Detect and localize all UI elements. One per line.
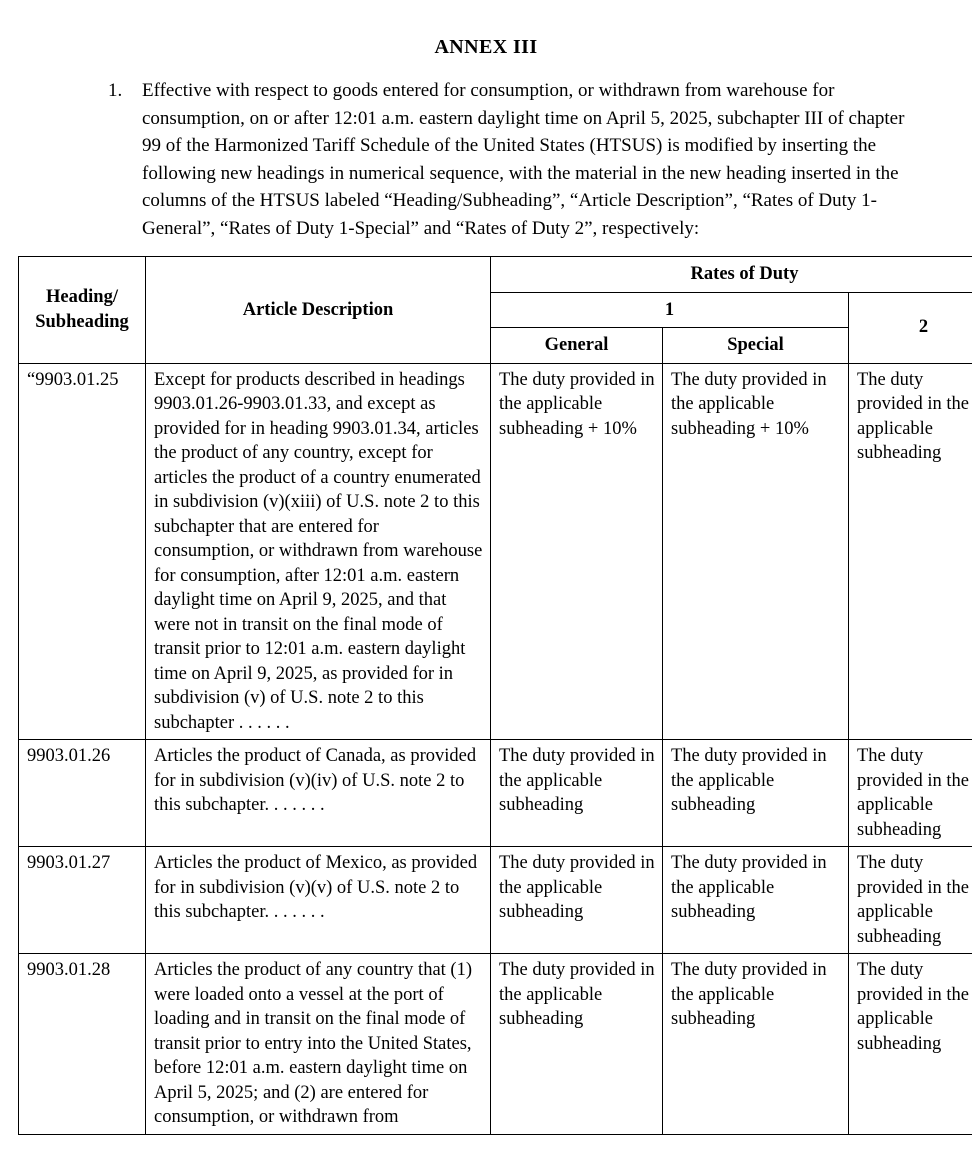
column-header-heading-subheading xyxy=(19,257,146,364)
cell-heading: 9903.01.28 xyxy=(19,954,146,1135)
page-title: ANNEX III xyxy=(434,36,538,58)
cell-rate-2: The duty provided in the applicable subheading xyxy=(849,740,972,847)
cell-rate-2: The duty provided in the applicable subheading xyxy=(849,847,972,954)
column-header-heading-line2: Subheading xyxy=(35,311,129,332)
cell-article-description: Except for products described in headings 9903.01.26-9903.01.33, and except as provided for in heading 9903.01.34, articles the product of any country, except for articles the product of a country enumerated in subdivision (v)(xiii) of U.S. note 2 to this subchapter that are entered for consumption, or withdrawn from warehouse for consumption, after 12:01 a.m. eastern daylight time on April 9, 2025, and that were not in transit on the final mode of transit prior to 12:01 a.m. eastern daylight time on April 9, 2025, as provided for in subdivision (v) of U.S. note 2 to this subchapter . . . . . . xyxy=(146,363,491,740)
cell-heading: 9903.01.27 xyxy=(19,847,146,954)
cell-heading: 9903.01.26 xyxy=(19,740,146,847)
column-header-rates-2: 2 xyxy=(849,292,972,363)
column-header-special: Special xyxy=(663,328,849,364)
column-header-heading-line1: Heading/ xyxy=(46,287,118,308)
paragraph-1 xyxy=(18,77,954,242)
table-header-row-1 xyxy=(19,257,972,293)
cell-article-description: Articles the product of Canada, as provided for in subdivision (v)(iv) of U.S. note 2 to this subchapter. . . . . . . xyxy=(146,740,491,847)
cell-rate-special: The duty provided in the applicable subheading xyxy=(663,847,849,954)
cell-rate-2: The duty provided in the applicable subheading xyxy=(849,954,972,1135)
table-row xyxy=(19,363,972,740)
table-row xyxy=(19,740,972,847)
table-row xyxy=(19,954,972,1135)
htsus-table xyxy=(18,256,972,1135)
paragraph-number: 1. xyxy=(108,80,123,101)
cell-rate-special: The duty provided in the applicable subheading xyxy=(663,740,849,847)
cell-article-description: Articles the product of Mexico, as provided for in subdivision (v)(v) of U.S. note 2 to this subchapter. . . . . . . xyxy=(146,847,491,954)
cell-rate-general: The duty provided in the applicable subheading xyxy=(491,847,663,954)
cell-heading: “9903.01.25 xyxy=(19,363,146,740)
table-body xyxy=(19,363,972,1134)
cell-rate-general: The duty provided in the applicable subheading + 10% xyxy=(491,363,663,740)
cell-rate-general: The duty provided in the applicable subheading xyxy=(491,740,663,847)
table-header xyxy=(19,257,972,364)
cell-rate-general: The duty provided in the applicable subheading xyxy=(491,954,663,1135)
paragraph-text: Effective with respect to goods entered for consumption, or withdrawn from warehouse for consumption, on or after 12:01 a.m. eastern daylight time on April 5, 2025, subchapter III of chapter 99 of the Harmonized Tariff Schedule of the United States (HTSUS) is modified by inserting the following new headings in numerical sequence, with the material in the new heading inserted in the columns of the HTSUS labeled “Heading/Subheading”, “Article Description”, “Rates of Duty 1-General”, “Rates of Duty 1-Special” and “Rates of Duty 2”, respectively: xyxy=(142,80,905,239)
cell-rate-special: The duty provided in the applicable subheading + 10% xyxy=(663,363,849,740)
column-header-rates-1: 1 xyxy=(491,292,849,328)
cell-article-description: Articles the product of any country that (1) were loaded onto a vessel at the port of loading and in transit on the final mode of transit prior to entry into the United States, before 12:01 a.m. eastern daylight time on April 5, 2025; and (2) are entered for consumption, or withdrawn from xyxy=(146,954,491,1135)
table-row xyxy=(19,847,972,954)
column-header-article-description: Article Description xyxy=(146,257,491,364)
cell-rate-special: The duty provided in the applicable subheading xyxy=(663,954,849,1135)
column-header-general: General xyxy=(491,328,663,364)
cell-rate-2: The duty provided in the applicable subheading xyxy=(849,363,972,740)
column-header-rates-of-duty: Rates of Duty xyxy=(491,257,972,293)
